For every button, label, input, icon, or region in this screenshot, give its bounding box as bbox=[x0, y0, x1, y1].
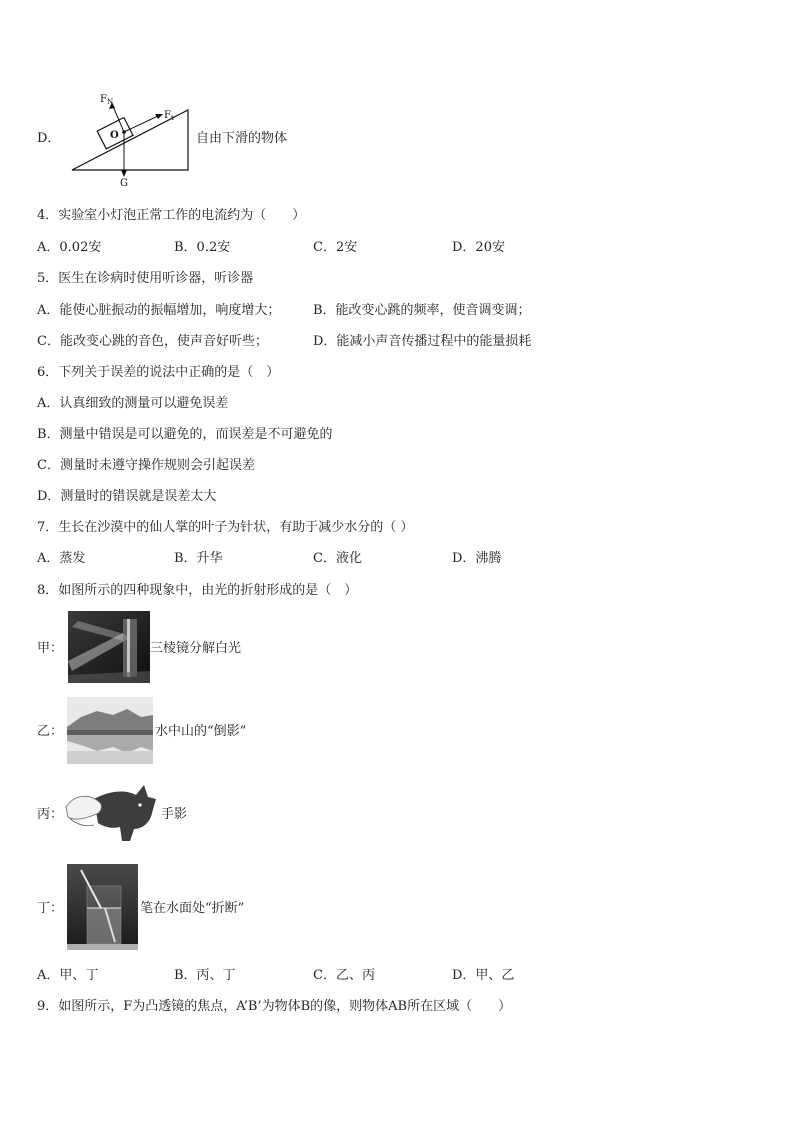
q4-stem: 4．实验室小灯泡正常工作的电流约为（ ） bbox=[37, 208, 306, 223]
q9-stem: 9．如图所示，F为凸透镜的焦点，A’B’为物体B的像，则物体AB所在区域（ ） bbox=[37, 999, 512, 1014]
q7-option-d: D．沸腾 bbox=[452, 551, 502, 566]
q6-stem: 6．下列关于误差的说法中正确的是（ ） bbox=[37, 365, 280, 380]
q7-option-b: B．升华 bbox=[174, 551, 223, 566]
q6-option-a: A．认真细致的测量可以避免误差 bbox=[37, 396, 229, 411]
gravity-label: G bbox=[120, 178, 128, 189]
q7-stem: 7．生长在沙漠中的仙人掌的叶子为针状，有助于减少水分的（ ） bbox=[37, 520, 414, 535]
q8-stem: 8．如图所示的四种现象中，由光的折射形成的是（ ） bbox=[37, 583, 358, 598]
q8-item-jia-caption: 三棱镜分解白光 bbox=[150, 641, 242, 656]
q8-item-yi-caption: 水中山的“倒影” bbox=[155, 724, 247, 739]
incline-force-diagram bbox=[68, 90, 194, 190]
q4-option-c: C．2安 bbox=[313, 240, 358, 255]
q8-item-yi-label: 乙： bbox=[37, 724, 64, 739]
q5-option-b: B．能改变心跳的频率，使音调变调； bbox=[313, 303, 531, 318]
q8-option-c: C．乙、丙 bbox=[313, 968, 375, 983]
q6-option-d: D．测量时的错误就是误差太大 bbox=[37, 489, 217, 504]
q6-option-b: B．测量中错误是可以避免的，而误差是不可避免的 bbox=[37, 427, 333, 442]
q4-option-d: D．20安 bbox=[452, 240, 505, 255]
prism-dispersion-photo bbox=[68, 611, 150, 683]
q5-stem: 5．医生在诊病时使用听诊器，听诊器 bbox=[37, 271, 254, 286]
normal-force-label: $F_N$ bbox=[100, 94, 114, 106]
q8-option-d: D．甲、乙 bbox=[452, 968, 515, 983]
q7-option-c: C．液化 bbox=[313, 551, 362, 566]
q8-item-bing-label: 丙： bbox=[37, 807, 64, 822]
q5-option-a: A．能使心脏振动的振幅增加，响度增大； bbox=[37, 303, 281, 318]
q5-option-d: D．能减小声音传播过程中的能量损耗 bbox=[313, 334, 532, 349]
q8-option-a: A．甲、丁 bbox=[37, 968, 99, 983]
friction-force-label: $F_t$ bbox=[164, 110, 174, 122]
q8-option-b: B．丙、丁 bbox=[174, 968, 236, 983]
point-o-label: O bbox=[110, 130, 119, 141]
mountain-reflection-photo bbox=[67, 697, 153, 764]
q8-item-bing-caption: 手影 bbox=[161, 807, 188, 822]
q3-option-d-letter: D． bbox=[37, 131, 61, 146]
q8-item-ding-caption: 笔在水面处“折断” bbox=[140, 901, 245, 916]
q8-item-jia-label: 甲： bbox=[37, 641, 64, 656]
q4-option-b: B．0.2安 bbox=[174, 240, 231, 255]
hand-shadow-photo bbox=[64, 779, 160, 844]
q5-option-c: C．能改变心跳的音色，使声音好听些； bbox=[37, 334, 268, 349]
q6-option-c: C．测量时未遵守操作规则会引起误差 bbox=[37, 458, 255, 473]
q7-option-a: A．蒸发 bbox=[37, 551, 86, 566]
q4-option-a: A．0.02安 bbox=[37, 240, 102, 255]
q8-item-ding-label: 丁： bbox=[37, 901, 64, 916]
pencil-in-water-photo bbox=[67, 864, 138, 950]
q3-option-d-caption: 自由下滑的物体 bbox=[196, 131, 288, 146]
